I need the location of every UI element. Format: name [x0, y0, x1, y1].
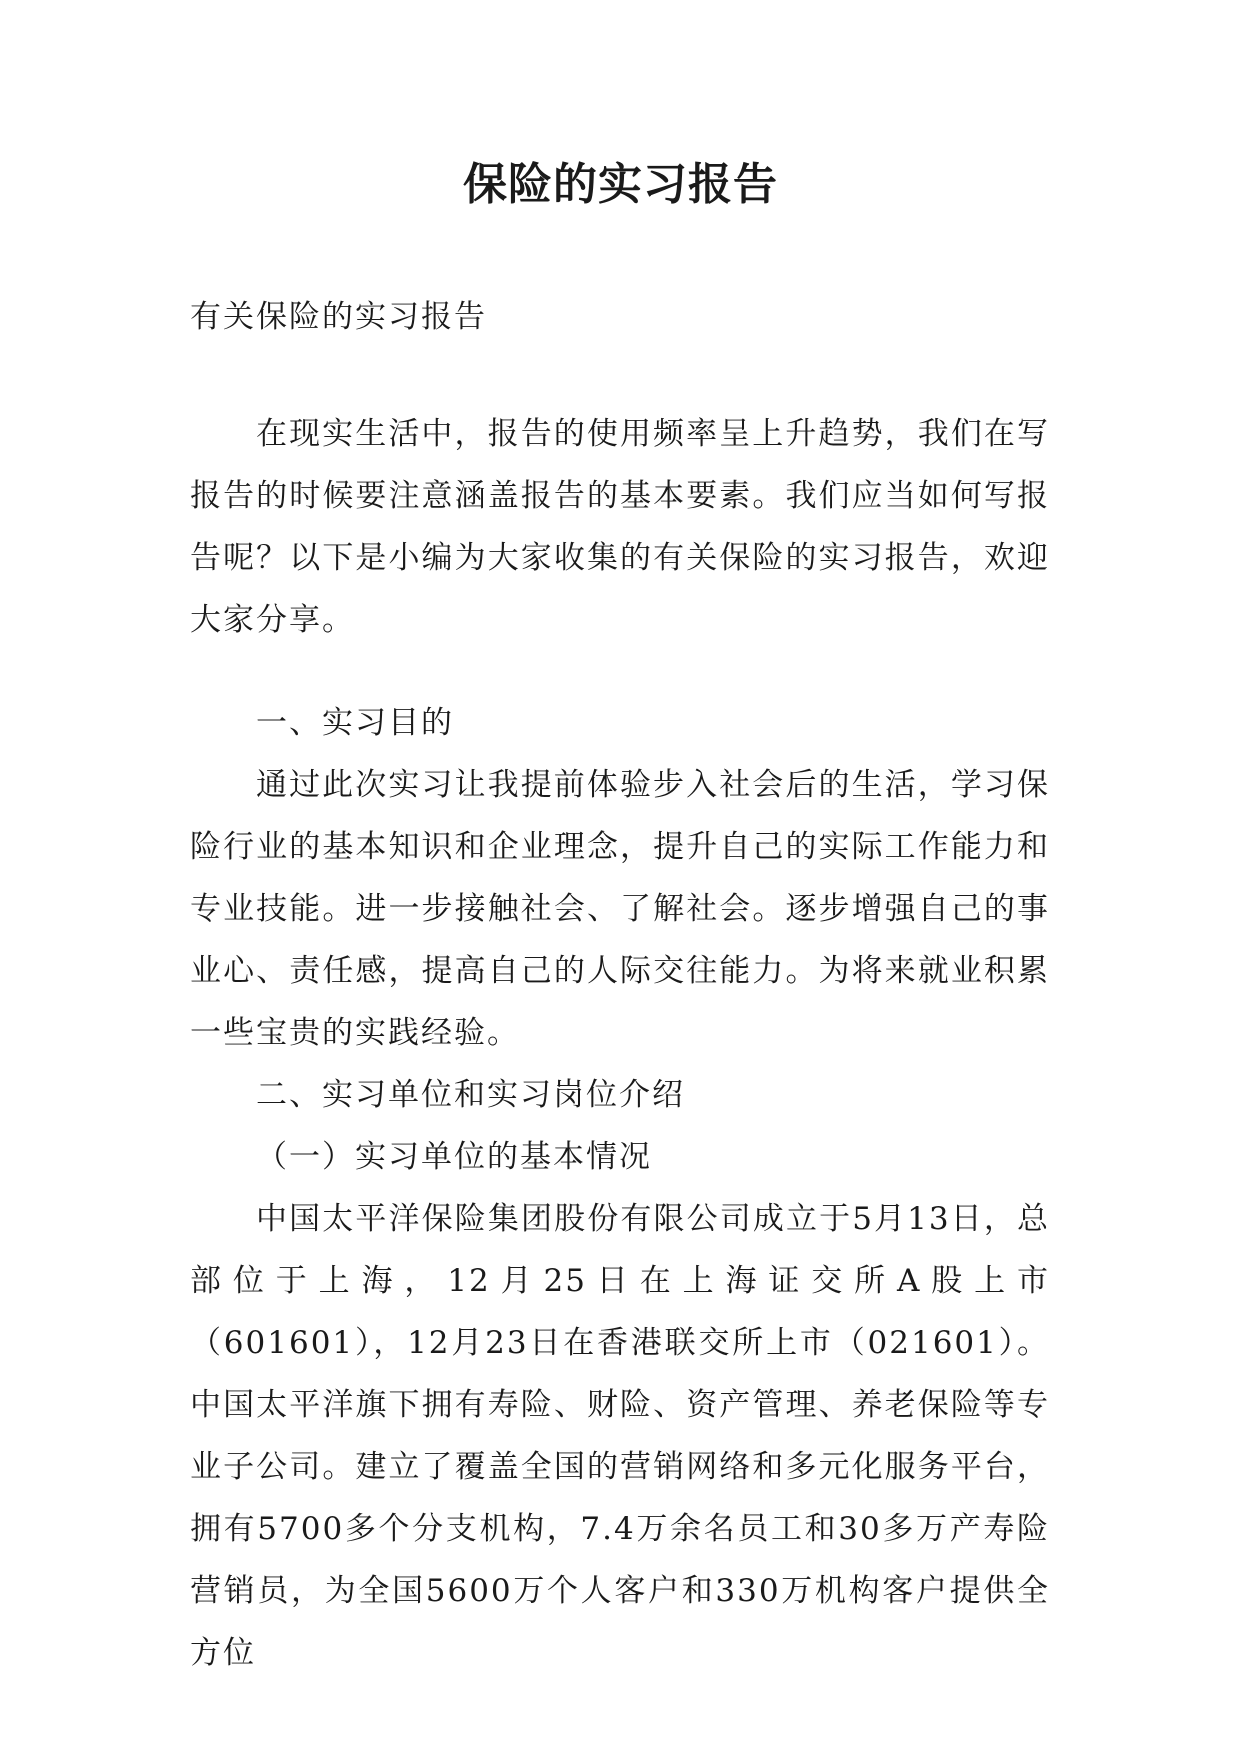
- section1-paragraph: 通过此次实习让我提前体验步入社会后的生活，学习保险行业的基本知识和企业理念，提升自己的实际工作能力和专业技能。进一步接触社会、了解社会。逐步增强自己的事业心、责任感，提高自己的人际交往能力。为将来就业积累一些宝贵的实践经验。: [190, 767, 1050, 1051]
- section2-paragraph: 中国太平洋保险集团股份有限公司成立于5月13日，总部位于上海，12月25日在上海证交所A股上市（601601），12月23日在香港联交所上市（021601）。中国太平洋旗下拥有寿险、财险、资产管理、养老保险等专业子公司。建立了覆盖全国的营销网络和多元化服务平台，拥有5700多个分支机构，7.4万余名员工和30多万产寿险营销员，为全国5600万个人客户和330万机构客户提供全方位: [190, 1201, 1050, 1671]
- document-subtitle: 有关保险的实习报告: [190, 299, 487, 335]
- section1-heading: 一、实习目的: [256, 705, 454, 741]
- intro-paragraph: 在现实生活中，报告的使用频率呈上升趋势，我们在写报告的时候要注意涵盖报告的基本要素。我们应当如何写报告呢？以下是小编为大家收集的有关保险的实习报告，欢迎大家分享。: [190, 416, 1050, 638]
- document-title: 保险的实习报告: [463, 159, 778, 210]
- section2-heading: 二、实习单位和实习岗位介绍: [256, 1077, 685, 1113]
- main-content: [190, 692, 1050, 1684]
- intro-section: [190, 403, 1050, 651]
- section2-sub-heading: （一）实习单位的基本情况: [256, 1139, 652, 1175]
